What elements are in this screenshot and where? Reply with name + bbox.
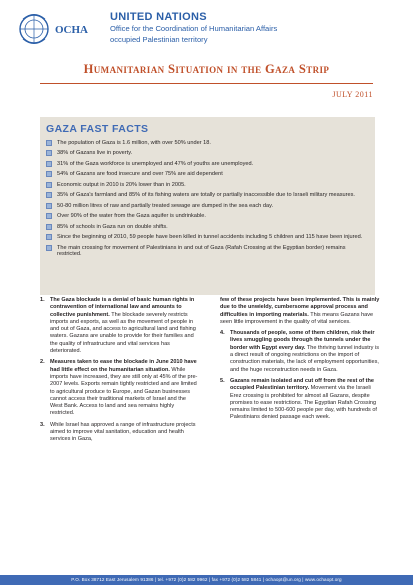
point-text: While Israel has approved a range of infrastructure projects aimed to improve vital sanitation, education and health services in Gaza, [50, 421, 196, 443]
point-lead: Thousands of people, some of them children, risk their lives smuggling goods through the tunnels under the border with Egypt every day. [230, 330, 375, 351]
point-lead: few of these projects have been implemented. This is mainly due to the unwieldy, cumbersome approval process and difficulties in importing materials. [220, 297, 380, 318]
right-column [220, 297, 380, 426]
point-text: While imports have increased, they are still only at 45% of the pre-2007 levels. Exports remain tightly restricted and are limited to agricultural produce to Europe, and Gazan businesses cannot access their traditional markets of Israel and the West Bank. Access to land and sea remains highly restricted. [50, 366, 198, 417]
org-line1: Office for the Coordination of Humanitarian Affairs [110, 24, 278, 33]
fact-item [46, 140, 369, 146]
fast-facts-box [40, 117, 375, 295]
fact-text: 38% of Gazans live in poverty. [57, 150, 133, 157]
fast-facts-list [46, 140, 369, 257]
point-text: Movement via the Israeli Erez crossing is prohibited for almost all Gazans, despite promises to ease restrictions. The Egyptian Rafah Crossing remains limited to 500-600 people per day, with hundreds of Palestinians denied passage each week. [230, 385, 377, 421]
fact-item [46, 213, 369, 219]
point-1 [40, 297, 200, 355]
point-number: 2. [40, 359, 45, 366]
fact-text: 54% of Gazans are food insecure and over 75% are aid dependent [57, 171, 223, 178]
report-date: JULY 2011 [332, 90, 373, 99]
point-body [230, 330, 380, 374]
bullet-square-icon [46, 161, 52, 167]
fact-text: Over 90% of the water from the Gaza aquifer is undrinkable. [57, 213, 206, 220]
point-number: 4. [220, 330, 225, 337]
bullet-square-icon [46, 150, 52, 156]
svg-text:OCHA: OCHA [55, 24, 88, 36]
bullet-square-icon [46, 171, 52, 177]
org-name: UNITED NATIONS [110, 11, 207, 23]
fact-text: 50-80 million litres of raw and partially treated sewage are dumped in the sea each day. [57, 202, 273, 209]
fact-item [46, 224, 369, 230]
org-block [110, 12, 277, 45]
point-number: 1. [40, 297, 45, 303]
fact-text: 35% of Gaza's farmland and 85% of its fishing waters are totally or partially inaccessible due to Israeli military measures. [57, 192, 355, 199]
point-lead: Measures taken to ease the blockade in June 2010 have had little effect on the humanitarian situation. [50, 359, 197, 373]
bullet-square-icon [46, 192, 52, 198]
fact-item [46, 192, 369, 198]
fact-item [46, 182, 369, 188]
point-text: This means Gazans have seen little improvement in the quality of vital services. [220, 311, 374, 325]
fact-text: The main crossing for movement of Palestinians in and out of Gaza (Rafah Crossing at the Egyptian border) remains restricted. [57, 244, 346, 257]
point-5 [220, 378, 380, 422]
un-emblem-icon [18, 12, 88, 46]
bullet-square-icon [46, 224, 52, 230]
point-2 [40, 359, 200, 417]
point-3 [40, 422, 200, 444]
point-body [50, 297, 200, 355]
point-number: 5. [220, 377, 225, 384]
bullet-square-icon [46, 213, 52, 219]
point-4 [220, 330, 380, 374]
fast-facts-heading: GAZA FAST FACTS [46, 123, 149, 135]
fact-item [46, 245, 369, 257]
fact-text: The population of Gaza is 1.6 million, with over 50% under 18. [57, 140, 211, 146]
footer-contact: P.O. Box 38712 East Jerusalem 91386 | tel. +972 (0)2 582 9962 | fax +972 (0)2 582 5841 | ochaopt@un.org | www.ochaopt.org [0, 575, 413, 585]
fact-item [46, 150, 369, 156]
title-rule [40, 83, 373, 84]
point-lead: Gazans remain isolated and cut off from the rest of the occupied Palestinian territory. [230, 377, 374, 392]
main-content [40, 297, 380, 565]
page-title: Humanitarian Situation in the Gaza Strip [83, 62, 330, 76]
point-text: The blockade severely restricts imports and exports, as well as the movement of people in and out of Gaza, and access to agricultural land and fishing waters. Gazans are unable to provide for their families and the quality of infrastructure and vital services has deteriorated. [50, 311, 196, 355]
org-line2: occupied Palestinian territory [110, 35, 208, 44]
fact-text: Since the beginning of 2010, 59 people have been killed in tunnel accidents including 5 children and 115 have been injured. [57, 234, 363, 241]
bullet-square-icon [46, 234, 52, 240]
fact-item [46, 161, 369, 167]
bullet-square-icon [46, 140, 52, 146]
header [14, 8, 404, 52]
fact-item [46, 171, 369, 177]
point-text: The thriving tunnel industry is a direct result of ongoing restrictions on the import of construction materials, the lack of employment opportunities, and the huge reconstruction needs in Gaza. [230, 344, 380, 373]
point-body [50, 359, 200, 417]
bullet-square-icon [46, 245, 52, 251]
fact-item [46, 234, 369, 240]
point-body [230, 378, 380, 422]
fact-item [46, 203, 369, 209]
point-3-continued [220, 297, 380, 326]
bullet-square-icon [46, 182, 52, 188]
point-body [50, 422, 200, 444]
bullet-square-icon [46, 203, 52, 209]
fact-text: Economic output in 2010 is 20% lower than in 2005. [57, 181, 186, 188]
fact-text: 85% of schools in Gaza run on double shifts. [57, 223, 168, 230]
fact-text: 31% of the Gaza workforce is unemployed and 47% of youths are unemployed. [57, 160, 254, 167]
left-column [40, 297, 200, 448]
point-lead: The Gaza blockade is a denial of basic human rights in contravention of international law and amounts to collective punishment. [50, 297, 195, 318]
point-body [220, 297, 380, 326]
point-number: 3. [40, 421, 45, 428]
